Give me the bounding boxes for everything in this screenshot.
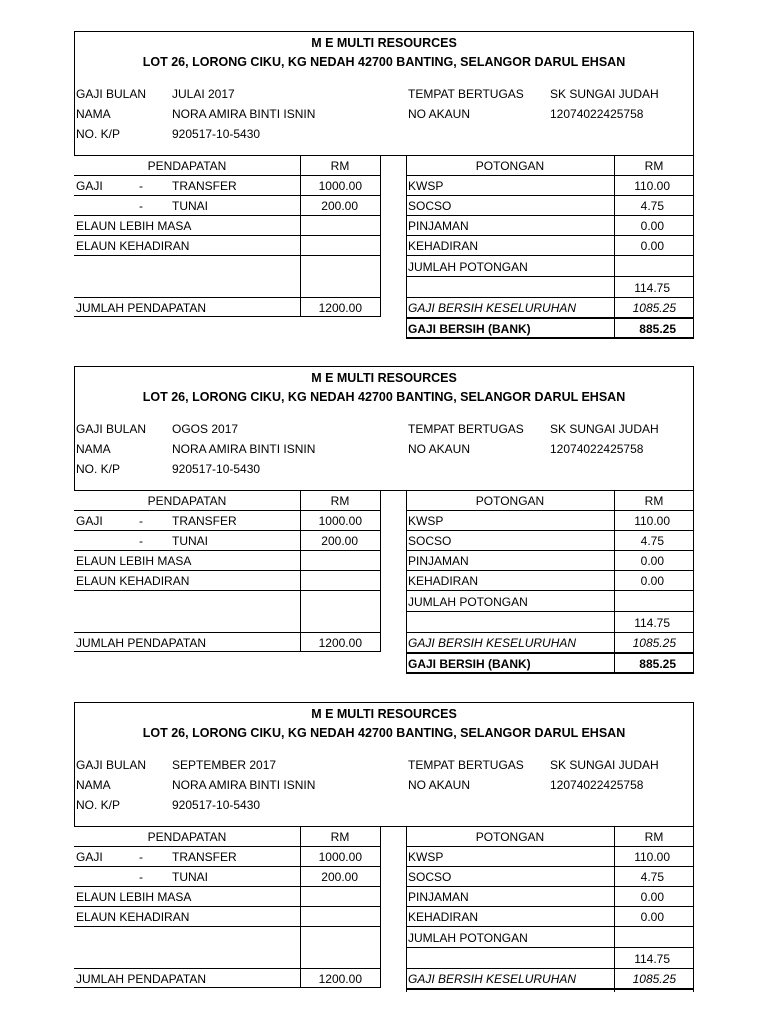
gaji-bulan-value: JULAI 2017 — [172, 87, 235, 101]
dash: - — [139, 514, 143, 528]
potongan-header: POTONGAN — [475, 159, 545, 173]
nama-value: NORA AMIRA BINTI ISNIN — [172, 778, 316, 792]
elaun-lebih-masa-label: ELAUN LEBIH MASA — [76, 890, 192, 904]
tempat-value: SK SUNGAI JUDAH — [550, 422, 659, 436]
tempat-label: TEMPAT BERTUGAS — [408, 758, 524, 772]
transfer-value: 1000.00 — [318, 850, 362, 864]
potongan-header: POTONGAN — [475, 830, 545, 844]
nama-value: NORA AMIRA BINTI ISNIN — [172, 107, 316, 121]
socso-value: 4.75 — [640, 870, 664, 884]
payslip-september — [74, 702, 694, 992]
gaji-bersih-keseluruhan-value: 1085.25 — [632, 301, 676, 315]
potongan-header: POTONGAN — [475, 494, 545, 508]
gaji-bersih-bank-label: GAJI BERSIH (BANK) — [408, 657, 531, 671]
socso-label: SOCSO — [408, 199, 452, 213]
dash: - — [139, 179, 143, 193]
transfer-label: TRANSFER — [172, 514, 237, 528]
tempat-value: SK SUNGAI JUDAH — [550, 87, 659, 101]
gaji-bersih-bank-value: 885.25 — [639, 657, 676, 671]
kp-value: 920517-10-5430 — [172, 798, 261, 812]
kp-value: 920517-10-5430 — [172, 462, 261, 476]
kwsp-label: KWSP — [408, 514, 444, 528]
gaji-bulan-value: SEPTEMBER 2017 — [172, 758, 277, 772]
dash: - — [139, 199, 143, 213]
payslip-august — [74, 366, 694, 676]
rm-header: RM — [330, 159, 350, 173]
tempat-value: SK SUNGAI JUDAH — [550, 758, 659, 772]
kehadiran-label: KEHADIRAN — [408, 574, 479, 588]
transfer-value: 1000.00 — [318, 179, 362, 193]
kehadiran-value: 0.00 — [640, 239, 664, 253]
gaji-bersih-keseluruhan-label: GAJI BERSIH KESELURUHAN — [408, 972, 577, 986]
gaji-label: GAJI — [76, 179, 103, 193]
nama-value: NORA AMIRA BINTI ISNIN — [172, 442, 316, 456]
kp-label: NO. K/P — [76, 798, 121, 812]
elaun-kehadiran-label: ELAUN KEHADIRAN — [76, 574, 190, 588]
nama-label: NAMA — [76, 778, 111, 792]
jumlah-potongan-value: 114.75 — [634, 952, 670, 966]
rm-header: RM — [330, 830, 350, 844]
rm-header: RM — [644, 494, 664, 508]
kehadiran-value: 0.00 — [640, 574, 664, 588]
gaji-bulan-label: GAJI BULAN — [76, 87, 147, 101]
company-address: LOT 26, LORONG CIKU, KG NEDAH 42700 BANTING, SELANGOR DARUL EHSAN — [142, 55, 626, 69]
pendapatan-header: PENDAPATAN — [147, 830, 227, 844]
jumlah-pendapatan-label: JUMLAH PENDAPATAN — [76, 301, 207, 315]
jumlah-pendapatan-label: JUMLAH PENDAPATAN — [76, 636, 207, 650]
jumlah-potongan-value: 114.75 — [634, 281, 670, 295]
tunai-label: TUNAI — [172, 870, 208, 884]
elaun-lebih-masa-label: ELAUN LEBIH MASA — [76, 219, 192, 233]
jumlah-potongan-label: JUMLAH POTONGAN — [408, 595, 528, 609]
tunai-label: TUNAI — [172, 534, 208, 548]
transfer-label: TRANSFER — [172, 179, 237, 193]
akaun-value: 12074022425758 — [550, 778, 644, 792]
pinjaman-value: 0.00 — [640, 890, 664, 904]
gaji-bulan-label: GAJI BULAN — [76, 758, 147, 772]
elaun-kehadiran-label: ELAUN KEHADIRAN — [76, 239, 190, 253]
kehadiran-value: 0.00 — [640, 910, 664, 924]
kwsp-label: KWSP — [408, 850, 444, 864]
tunai-value: 200.00 — [321, 534, 358, 548]
akaun-value: 12074022425758 — [550, 442, 644, 456]
akaun-label: NO AKAUN — [408, 442, 471, 456]
nama-label: NAMA — [76, 442, 111, 456]
akaun-value: 12074022425758 — [550, 107, 644, 121]
gaji-label: GAJI — [76, 850, 103, 864]
akaun-label: NO AKAUN — [408, 778, 471, 792]
payslip-july — [74, 31, 694, 341]
dash: - — [139, 534, 143, 548]
gaji-bersih-keseluruhan-value: 1085.25 — [632, 636, 676, 650]
company-name: M E MULTI RESOURCES — [311, 371, 457, 385]
socso-value: 4.75 — [640, 534, 664, 548]
tunai-value: 200.00 — [321, 199, 358, 213]
pendapatan-header: PENDAPATAN — [147, 494, 227, 508]
gaji-bersih-keseluruhan-value: 1085.25 — [632, 972, 676, 986]
rm-header: RM — [644, 830, 664, 844]
pendapatan-header: PENDAPATAN — [147, 159, 227, 173]
elaun-kehadiran-label: ELAUN KEHADIRAN — [76, 910, 190, 924]
rm-header: RM — [330, 494, 350, 508]
jumlah-pendapatan-label: JUMLAH PENDAPATAN — [76, 972, 207, 986]
kehadiran-label: KEHADIRAN — [408, 239, 479, 253]
jumlah-pendapatan-value: 1200.00 — [318, 636, 362, 650]
socso-label: SOCSO — [408, 870, 452, 884]
pinjaman-label: PINJAMAN — [408, 554, 469, 568]
gaji-bersih-keseluruhan-label: GAJI BERSIH KESELURUHAN — [408, 636, 577, 650]
tempat-label: TEMPAT BERTUGAS — [408, 87, 524, 101]
pinjaman-value: 0.00 — [640, 554, 664, 568]
socso-value: 4.75 — [640, 199, 664, 213]
company-name: M E MULTI RESOURCES — [311, 707, 457, 721]
pinjaman-value: 0.00 — [640, 219, 664, 233]
kp-value: 920517-10-5430 — [172, 127, 261, 141]
jumlah-potongan-label: JUMLAH POTONGAN — [408, 931, 528, 945]
gaji-bersih-keseluruhan-label: GAJI BERSIH KESELURUHAN — [408, 301, 577, 315]
company-address: LOT 26, LORONG CIKU, KG NEDAH 42700 BANTING, SELANGOR DARUL EHSAN — [142, 726, 626, 740]
company-name: M E MULTI RESOURCES — [311, 36, 457, 50]
kwsp-value: 110.00 — [634, 179, 670, 193]
transfer-value: 1000.00 — [318, 514, 362, 528]
gaji-bulan-label: GAJI BULAN — [76, 422, 147, 436]
tunai-value: 200.00 — [321, 870, 358, 884]
kp-label: NO. K/P — [76, 462, 121, 476]
gaji-bulan-value: OGOS 2017 — [172, 422, 239, 436]
kp-label: NO. K/P — [76, 127, 121, 141]
jumlah-pendapatan-value: 1200.00 — [318, 972, 362, 986]
dash: - — [139, 850, 143, 864]
pinjaman-label: PINJAMAN — [408, 219, 469, 233]
kehadiran-label: KEHADIRAN — [408, 910, 479, 924]
jumlah-pendapatan-value: 1200.00 — [318, 301, 362, 315]
akaun-label: NO AKAUN — [408, 107, 471, 121]
dash: - — [139, 870, 143, 884]
company-address: LOT 26, LORONG CIKU, KG NEDAH 42700 BANTING, SELANGOR DARUL EHSAN — [142, 390, 626, 404]
gaji-bersih-bank-label: GAJI BERSIH (BANK) — [408, 322, 531, 336]
jumlah-potongan-value: 114.75 — [634, 616, 670, 630]
kwsp-value: 110.00 — [634, 850, 670, 864]
kwsp-label: KWSP — [408, 179, 444, 193]
nama-label: NAMA — [76, 107, 111, 121]
socso-label: SOCSO — [408, 534, 452, 548]
gaji-label: GAJI — [76, 514, 103, 528]
rm-header: RM — [644, 159, 664, 173]
transfer-label: TRANSFER — [172, 850, 237, 864]
elaun-lebih-masa-label: ELAUN LEBIH MASA — [76, 554, 192, 568]
pinjaman-label: PINJAMAN — [408, 890, 469, 904]
kwsp-value: 110.00 — [634, 514, 670, 528]
tempat-label: TEMPAT BERTUGAS — [408, 422, 524, 436]
jumlah-potongan-label: JUMLAH POTONGAN — [408, 260, 528, 274]
tunai-label: TUNAI — [172, 199, 208, 213]
gaji-bersih-bank-value: 885.25 — [639, 322, 676, 336]
